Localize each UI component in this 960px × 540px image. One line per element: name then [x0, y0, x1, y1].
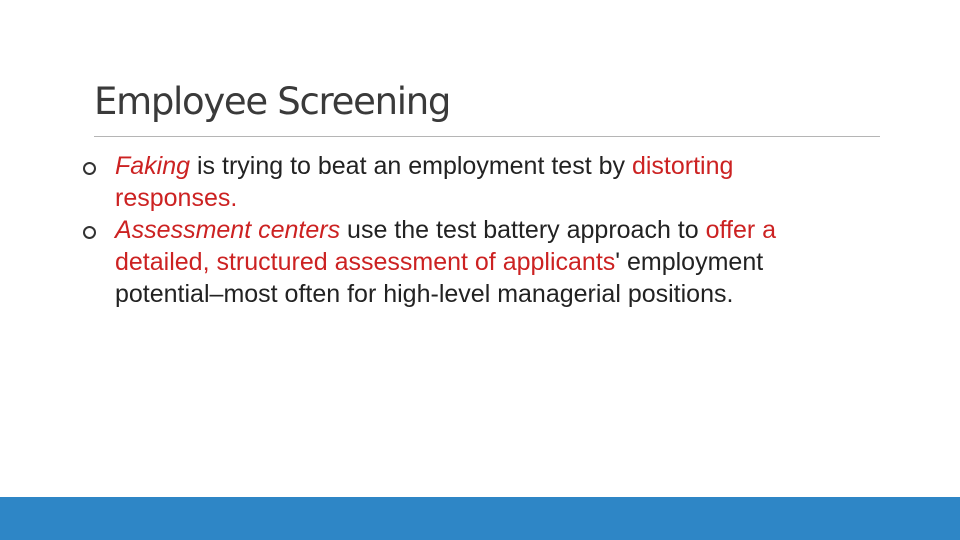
- highlight-phrase: offer a detailed, structured assessment of applicants: [115, 216, 777, 276]
- hollow-circle-bullet-icon: [83, 226, 96, 239]
- slide-title: Employee Screening: [94, 80, 451, 123]
- bullet-text: is trying to beat an employment test by: [190, 152, 632, 180]
- term-assessment-centers: Assessment centers: [115, 216, 341, 244]
- term-faking: Faking: [115, 152, 191, 180]
- hollow-circle-bullet-icon: [83, 162, 96, 175]
- bullet-item-faking: [80, 150, 840, 214]
- title-underline: [94, 136, 880, 137]
- highlight-phrase: distorting responses.: [115, 152, 734, 212]
- footer-accent-bar: [0, 497, 960, 540]
- bullet-text: use the test battery approach to: [340, 216, 706, 244]
- bullet-item-assessment-centers: [80, 214, 840, 310]
- bullet-text: level managerial positions.: [438, 280, 734, 308]
- hyphen-glyph: ‑: [430, 280, 439, 308]
- bullet-text: ' employment potential: [115, 248, 764, 308]
- dash-glyph: –: [209, 280, 224, 308]
- bullet-text: most often for high: [223, 280, 431, 308]
- bullet-list: [80, 150, 840, 310]
